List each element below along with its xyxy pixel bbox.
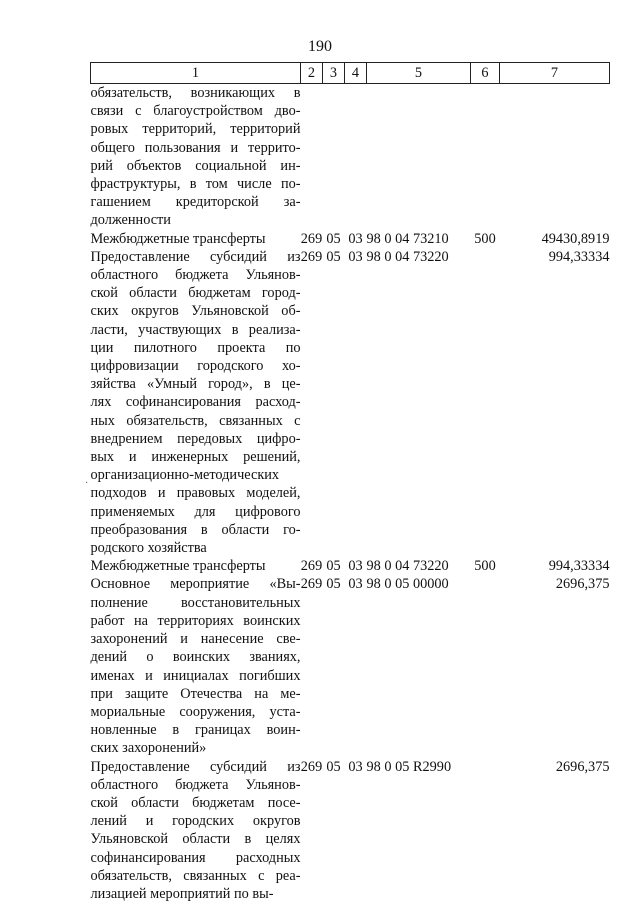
description-line: захоронений и нанесение све- [90, 631, 301, 648]
col-section-code: 05 [326, 230, 341, 247]
column-header: 5 [367, 63, 471, 84]
row-description [91, 557, 301, 575]
budget-table [90, 62, 610, 903]
col-expense-type [471, 84, 500, 230]
description-line: цифровизации городского хо- [90, 358, 301, 375]
col-subsection-code: 03 [348, 558, 363, 575]
col-ministry-code: 269 [300, 230, 323, 247]
description-line: Основное мероприятие «Вы- [90, 576, 301, 593]
description-line: Предоставление субсидий из [90, 758, 301, 775]
col-expense-type: 500 [474, 558, 496, 575]
table-row [91, 84, 610, 230]
col-expense-type: 500 [474, 230, 496, 247]
description-line: внедрением передовых цифро- [90, 430, 301, 447]
table-row [91, 230, 610, 248]
description-line: областного бюджета Ульянов- [90, 267, 301, 284]
description-line: ской области бюджетам город- [90, 285, 301, 302]
description-line: Межбюджетные трансферты [90, 230, 266, 247]
col-ministry-code: 269 [300, 248, 323, 265]
column-header: 2 [301, 63, 323, 84]
description-line: лях софинансирования расход- [90, 394, 301, 411]
col-subsection-code: 03 [348, 576, 363, 593]
col-amount: 994,33334 [548, 248, 610, 265]
row-description [91, 248, 301, 557]
col-target-article: 98 0 04 73210 [366, 230, 449, 247]
description-line: ции пилотного проекта по [90, 339, 301, 356]
description-line: родского хозяйства [90, 540, 207, 557]
col-subsection-code: 03 [348, 230, 363, 247]
description-line: ских округов Ульяновской об- [90, 303, 301, 320]
description-line: зяйства «Умный город», в це- [90, 376, 301, 393]
description-line: рий объектов социальной ин- [90, 157, 301, 174]
column-header: 4 [345, 63, 367, 84]
col-ministry-code: 269 [300, 558, 323, 575]
col-section-code: 05 [326, 576, 341, 593]
description-line: преобразования в области го- [90, 521, 301, 538]
scan-mark: · [85, 478, 89, 489]
description-line: Предоставление субсидий из [90, 248, 301, 265]
description-line: вых и инженерных решений, [90, 449, 301, 466]
col-amount: 2696,375 [555, 758, 610, 775]
row-description [91, 84, 301, 230]
description-line: работ на территориях воинских [90, 612, 301, 629]
description-line: связи с благоустройством дво- [90, 103, 301, 120]
description-line: областного бюджета Ульянов- [90, 776, 301, 793]
description-line: гашением кредиторской за- [90, 194, 301, 211]
description-line: при защите Отечества на ме- [90, 685, 301, 702]
row-description [91, 575, 301, 757]
table-row [91, 575, 610, 757]
description-line: мориальные сооружения, уста- [90, 703, 301, 720]
description-line: организационно-методических [90, 467, 280, 484]
col-section-code: 05 [326, 558, 341, 575]
column-header: 6 [471, 63, 500, 84]
description-line: ных обязательств, связанных с [90, 412, 301, 429]
col-subsection-code: 03 [348, 758, 363, 775]
description-line: лизацией мероприятий по вы- [90, 885, 274, 902]
col-target-article [367, 84, 471, 230]
col-ministry-code: 269 [300, 758, 323, 775]
description-line: ласти, участвующих в реализа- [90, 321, 301, 338]
description-line: именах и инициалах погибших [90, 667, 301, 684]
table-row [91, 557, 610, 575]
col-target-article: 98 0 04 73220 [366, 558, 449, 575]
column-header: 7 [500, 63, 610, 84]
col-section-code [323, 84, 345, 230]
description-line: обязательств, связанных с реа- [90, 867, 301, 884]
description-line: лений и городских округов [90, 813, 301, 830]
description-line: софинансирования расходных [90, 849, 301, 866]
col-expense-type [471, 575, 500, 757]
column-header: 1 [91, 63, 301, 84]
col-section-code: 05 [326, 248, 341, 265]
row-description [91, 758, 301, 904]
description-line: полнение восстановительных [90, 594, 301, 611]
col-amount [500, 84, 610, 230]
col-amount: 49430,8919 [541, 230, 610, 247]
col-amount: 994,33334 [548, 558, 610, 575]
description-line: ровых территорий, территорий [90, 121, 301, 138]
row-description [91, 230, 301, 248]
description-line: долженности [90, 212, 171, 229]
column-header: 3 [323, 63, 345, 84]
description-line: подходов и правовых моделей, [90, 485, 301, 502]
description-line: ских захоронений» [90, 740, 207, 757]
col-subsection-code [345, 84, 367, 230]
description-line: дений о воинских званиях, [90, 649, 301, 666]
description-line: ской области бюджетам посе- [90, 794, 301, 811]
description-line: Ульяновской области в целях [90, 831, 301, 848]
col-subsection-code: 03 [348, 248, 363, 265]
description-line: новленные в границах воин- [90, 722, 301, 739]
description-line: общего пользования и террито- [90, 139, 301, 156]
col-expense-type [471, 758, 500, 904]
table-row [91, 758, 610, 904]
col-section-code: 05 [326, 758, 341, 775]
col-expense-type [471, 248, 500, 557]
col-ministry-code: 269 [300, 576, 323, 593]
description-line: применяемых для цифрового [90, 503, 301, 520]
col-target-article: 98 0 05 R2990 [366, 758, 452, 775]
description-line: фраструктуры, в том числе по- [90, 176, 301, 193]
description-line: обязательств, возникающих в [90, 85, 301, 101]
col-target-article: 98 0 04 73220 [366, 248, 449, 265]
col-amount: 2696,375 [555, 576, 610, 593]
col-target-article: 98 0 05 00000 [366, 576, 449, 593]
description-line: Межбюджетные трансферты [90, 558, 266, 575]
table-row [91, 248, 610, 557]
col-ministry-code [301, 84, 323, 230]
column-header-row [91, 63, 610, 84]
page-number: 190 [308, 38, 332, 55]
